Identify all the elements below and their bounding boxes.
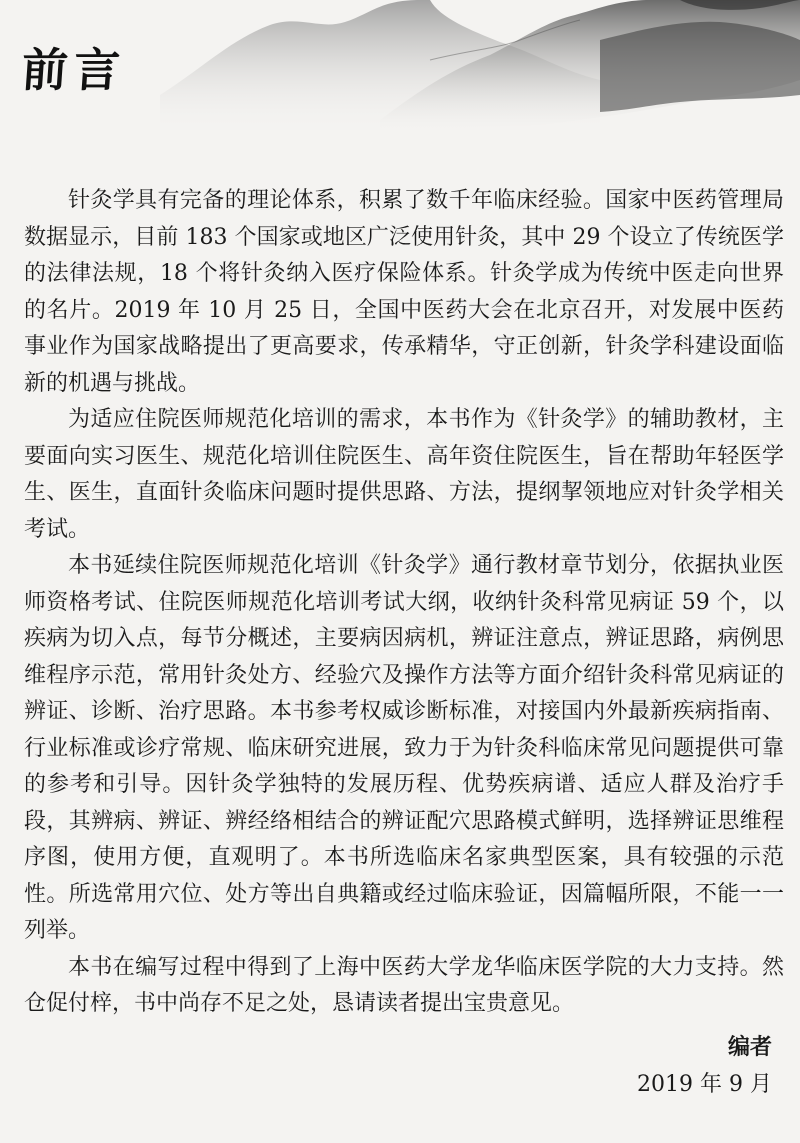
preface-body: [24, 183, 784, 1023]
author-label: 编者: [727, 1034, 772, 1060]
signature-date: 2019 年 9 月: [637, 1072, 772, 1097]
paragraph: 针灸学具有完备的理论体系，积累了数千年临床经验。国家中医药管理局数据显示，目前 183 个国家或地区广泛使用针灸，其中 29 个设立了传统医学的法律法规，18 个将针灸纳入医疗保险体系。针灸学成为传统中医走向世界的名片。2019 年 10 月 25 日，全国中医药大会在北京召开，对发展中医药事业作为国家战略提出了更高要求，传承精华，守正创新，针灸学科建设面临新的机遇与挑战。: [24, 188, 784, 396]
paragraph: 本书在编写过程中得到了上海中医药大学龙华临床医学院的大力支持。然仓促付梓，书中尚存不足之处，恳请读者提出宝贵意见。: [24, 954, 784, 1016]
paragraph: 为适应住院医师规范化培训的需求，本书作为《针灸学》的辅助教材，主要面向实习医生、规范化培训住院医生、高年资住院医生，旨在帮助年轻医学生、医生，直面针灸临床问题时提供思路、方法，提纲挈领地应对针灸学相关考试。: [24, 407, 784, 542]
signature-block: [637, 1028, 772, 1104]
page-title: 前言: [19, 43, 128, 97]
paragraph: 本书延续住院医师规范化培训《针灸学》通行教材章节划分，依据执业医师资格考试、住院医师规范化培训考试大纲，收纳针灸科常见病证 59 个，以疾病为切入点，每节分概述，主要病因病机，辨证注意点，辨证思路，病例思维程序示范，常用针灸处方、经验穴及操作方法等方面介绍针灸科常见病证的辨证、诊断、治疗思路。本书参考权威诊断标准，对接国内外最新疾病指南、行业标准或诊疗常规、临床研究进展，致力于为针灸科临床常见问题提供可靠的参考和引导。因针灸学独特的发展历程、优势疾病谱、适应人群及治疗手段，其辨病、辨证、辨经络相结合的辨证配穴思路模式鲜明，选择辨证思维程序图，使用方便，直观明了。本书所选临床名家典型医案，具有较强的示范性。所选常用穴位、处方等出自典籍或经过临床验证，因篇幅所限，不能一一列举。: [24, 553, 784, 943]
